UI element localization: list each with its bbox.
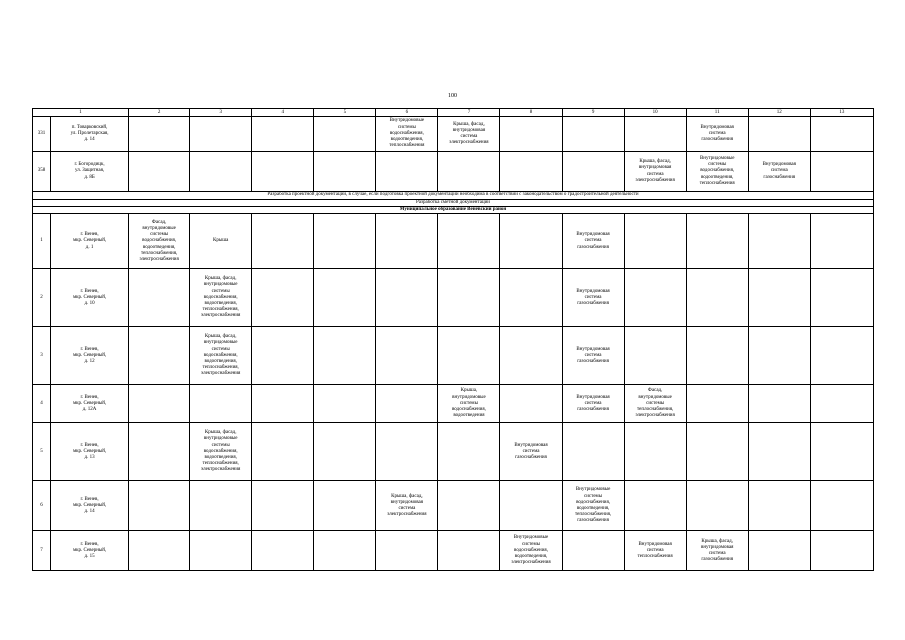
work-type-cell: Фасад, внутридомовые системы теплоснабжения, электроснабжения xyxy=(624,385,686,423)
column-header: 10 xyxy=(624,109,686,117)
work-type-cell xyxy=(376,269,438,327)
work-type-cell xyxy=(748,385,810,423)
work-type-cell xyxy=(748,531,810,571)
work-type-cell xyxy=(252,481,314,531)
work-type-cell xyxy=(129,117,190,152)
work-type-cell: Крыша, фасад, внутридомовая система газоснабжения xyxy=(686,531,748,571)
row-number-cell: 358 xyxy=(33,152,51,192)
work-type-cell xyxy=(686,327,748,385)
work-type-cell xyxy=(624,481,686,531)
work-type-cell: Внутридомовая система газоснабжения xyxy=(562,214,624,269)
table-row xyxy=(33,385,874,423)
table-row xyxy=(33,481,874,531)
column-header: 13 xyxy=(810,109,873,117)
work-type-cell xyxy=(376,327,438,385)
work-type-cell: Крыша, фасад, внутридомовая система электроснабжения xyxy=(624,152,686,192)
work-type-cell xyxy=(129,269,190,327)
work-type-cell: Внутридомовая система газоснабжения xyxy=(562,327,624,385)
work-type-cell xyxy=(190,152,252,192)
work-type-cell xyxy=(810,423,873,481)
work-type-cell xyxy=(376,152,438,192)
work-type-cell xyxy=(129,481,190,531)
work-type-cell xyxy=(748,327,810,385)
work-type-cell xyxy=(500,385,562,423)
work-type-cell: Внутридомовые системы водоснабжения, водоотведения, теплоснабжения xyxy=(376,117,438,152)
page-number: 100 xyxy=(448,93,457,99)
work-type-cell: Внутридомовые системы водоснабжения, водоотведения, электроснабжения xyxy=(500,531,562,571)
work-type-cell xyxy=(810,327,873,385)
work-type-cell xyxy=(438,531,500,571)
work-type-cell xyxy=(500,481,562,531)
address-cell: г. Венев, мкр. Северный, д. 13 xyxy=(51,423,129,481)
work-type-cell: Внутридомовая система газоснабжения xyxy=(562,269,624,327)
work-type-cell xyxy=(314,117,376,152)
work-type-cell xyxy=(129,152,190,192)
work-type-cell xyxy=(438,481,500,531)
work-type-cell xyxy=(562,117,624,152)
column-header: 8 xyxy=(500,109,562,117)
table-row xyxy=(33,152,874,192)
work-type-cell xyxy=(686,423,748,481)
work-type-cell xyxy=(748,214,810,269)
work-type-cell xyxy=(624,269,686,327)
work-type-cell xyxy=(314,214,376,269)
work-type-cell xyxy=(810,214,873,269)
work-type-cell xyxy=(252,327,314,385)
work-type-cell xyxy=(810,531,873,571)
work-type-cell xyxy=(314,481,376,531)
work-type-cell xyxy=(624,327,686,385)
work-type-cell xyxy=(252,423,314,481)
table-row xyxy=(33,269,874,327)
work-type-cell: Крыша, фасад, внутридомовые системы водоснабжения, водоотведения, теплоснабжения, электроснабжения xyxy=(190,423,252,481)
work-type-cell xyxy=(129,423,190,481)
work-type-cell xyxy=(190,117,252,152)
address-cell: г. Венев, мкр. Северный, д. 14 xyxy=(51,481,129,531)
repair-schedule-table xyxy=(32,108,874,571)
work-type-cell: Крыша, фасад, внутридомовые системы водоснабжения, водоотведения, теплоснабжения, электроснабжения xyxy=(190,269,252,327)
work-type-cell xyxy=(438,327,500,385)
work-type-cell xyxy=(810,117,873,152)
work-type-cell xyxy=(129,327,190,385)
address-cell: п. Товарковский, ул. Пролетарская, д. 14 xyxy=(51,117,129,152)
column-header: 7 xyxy=(438,109,500,117)
work-type-cell xyxy=(748,423,810,481)
column-header: 11 xyxy=(686,109,748,117)
section-title: Разработка сметной документации xyxy=(33,200,874,207)
work-type-cell xyxy=(810,385,873,423)
column-header-row xyxy=(33,109,874,117)
work-type-cell: Внутридомовая система газоснабжения xyxy=(500,423,562,481)
column-header: 4 xyxy=(252,109,314,117)
column-header: 12 xyxy=(748,109,810,117)
work-type-cell xyxy=(748,117,810,152)
address-cell: г. Венев, мкр. Северный, д. 12 xyxy=(51,327,129,385)
work-type-cell: Внутридомовые системы водоснабжения, водоотведения, теплоснабжения, газоснабжения xyxy=(562,481,624,531)
work-type-cell: Крыша, внутридомовые системы водоснабжения, водоотведения xyxy=(438,385,500,423)
work-type-cell xyxy=(314,327,376,385)
work-type-cell xyxy=(252,531,314,571)
work-type-cell xyxy=(624,214,686,269)
address-cell: г. Венев, мкр. Северный, д. 15 xyxy=(51,531,129,571)
work-type-cell xyxy=(376,531,438,571)
row-number-cell: 7 xyxy=(33,531,51,571)
work-type-cell xyxy=(562,152,624,192)
work-type-cell xyxy=(190,385,252,423)
table-row xyxy=(33,327,874,385)
work-type-cell xyxy=(376,423,438,481)
column-header: 5 xyxy=(314,109,376,117)
work-type-cell xyxy=(252,385,314,423)
work-type-cell xyxy=(129,531,190,571)
row-number-cell: 4 xyxy=(33,385,51,423)
section-row xyxy=(33,207,874,214)
work-type-cell xyxy=(252,214,314,269)
work-type-cell xyxy=(314,531,376,571)
address-cell: г. Венев, мкр. Северный, д. 10 xyxy=(51,269,129,327)
table-row xyxy=(33,531,874,571)
column-header: 2 xyxy=(129,109,190,117)
work-type-cell xyxy=(314,423,376,481)
work-type-cell: Фасад, внутридомовые системы водоснабжения, водоотведения, теплоснабжения, электроснабжения xyxy=(129,214,190,269)
work-type-cell xyxy=(252,117,314,152)
row-number-cell: 1 xyxy=(33,214,51,269)
row-number-cell: 3 xyxy=(33,327,51,385)
work-type-cell xyxy=(810,269,873,327)
column-header: 6 xyxy=(376,109,438,117)
work-type-cell xyxy=(810,481,873,531)
work-type-cell xyxy=(624,117,686,152)
work-type-cell: Крыша, фасад, внутридомовая система электроснабжения xyxy=(376,481,438,531)
work-type-cell: Крыша xyxy=(190,214,252,269)
work-type-cell: Внутридомовая система газоснабжения xyxy=(748,152,810,192)
table-body xyxy=(33,109,874,571)
table-row xyxy=(33,423,874,481)
address-cell: г. Богородицк, ул. Защитная, д. 8Б xyxy=(51,152,129,192)
work-type-cell xyxy=(190,531,252,571)
work-type-cell xyxy=(376,385,438,423)
work-type-cell: Внутридомовая система газоснабжения xyxy=(686,117,748,152)
table-row xyxy=(33,214,874,269)
section-row xyxy=(33,192,874,200)
work-type-cell xyxy=(748,269,810,327)
work-type-cell xyxy=(438,152,500,192)
work-type-cell xyxy=(314,385,376,423)
work-type-cell xyxy=(500,327,562,385)
work-type-cell: Внутридомовая система теплоснабжения xyxy=(624,531,686,571)
work-type-cell xyxy=(438,423,500,481)
work-type-cell xyxy=(748,481,810,531)
work-type-cell: Крыша, фасад, внутридомовая система электроснабжения xyxy=(438,117,500,152)
work-type-cell xyxy=(376,214,438,269)
section-row xyxy=(33,200,874,207)
work-type-cell: Внутридомовая система газоснабжения xyxy=(562,385,624,423)
work-type-cell xyxy=(252,269,314,327)
work-type-cell: Крыша, фасад, внутридомовые системы водоснабжения, водоотведения, теплоснабжения, электроснабжения xyxy=(190,327,252,385)
row-number-cell: 5 xyxy=(33,423,51,481)
work-type-cell xyxy=(686,269,748,327)
work-type-cell xyxy=(562,531,624,571)
row-number-cell: 6 xyxy=(33,481,51,531)
address-cell: г. Венев, мкр. Северный, д. 12А xyxy=(51,385,129,423)
work-type-cell xyxy=(686,385,748,423)
work-type-cell xyxy=(314,152,376,192)
address-cell: г. Венев, мкр. Северный, д. 1 xyxy=(51,214,129,269)
work-type-cell xyxy=(314,269,376,327)
work-type-cell xyxy=(686,214,748,269)
table-row xyxy=(33,117,874,152)
work-type-cell xyxy=(438,214,500,269)
section-title: Муниципальное образование Венёвский район xyxy=(33,207,874,214)
column-header: 9 xyxy=(562,109,624,117)
work-type-cell xyxy=(438,269,500,327)
work-type-cell xyxy=(252,152,314,192)
column-header: 3 xyxy=(190,109,252,117)
work-type-cell xyxy=(500,269,562,327)
work-type-cell: Внутридомовые системы водоснабжения, водоотведения, теплоснабжения xyxy=(686,152,748,192)
work-type-cell xyxy=(624,423,686,481)
work-type-cell xyxy=(500,117,562,152)
work-type-cell xyxy=(500,214,562,269)
row-number-cell: 331 xyxy=(33,117,51,152)
row-number-cell: 2 xyxy=(33,269,51,327)
section-title: Разработка проектной документации, в случае, если подготовка проектной документации необходима в соответствии с законодательством о градостроительной деятельности xyxy=(33,192,874,200)
work-type-cell xyxy=(686,481,748,531)
work-type-cell xyxy=(810,152,873,192)
column-header: 1 xyxy=(33,109,129,117)
work-type-cell xyxy=(190,481,252,531)
work-type-cell xyxy=(500,152,562,192)
work-type-cell xyxy=(129,385,190,423)
work-type-cell xyxy=(562,423,624,481)
